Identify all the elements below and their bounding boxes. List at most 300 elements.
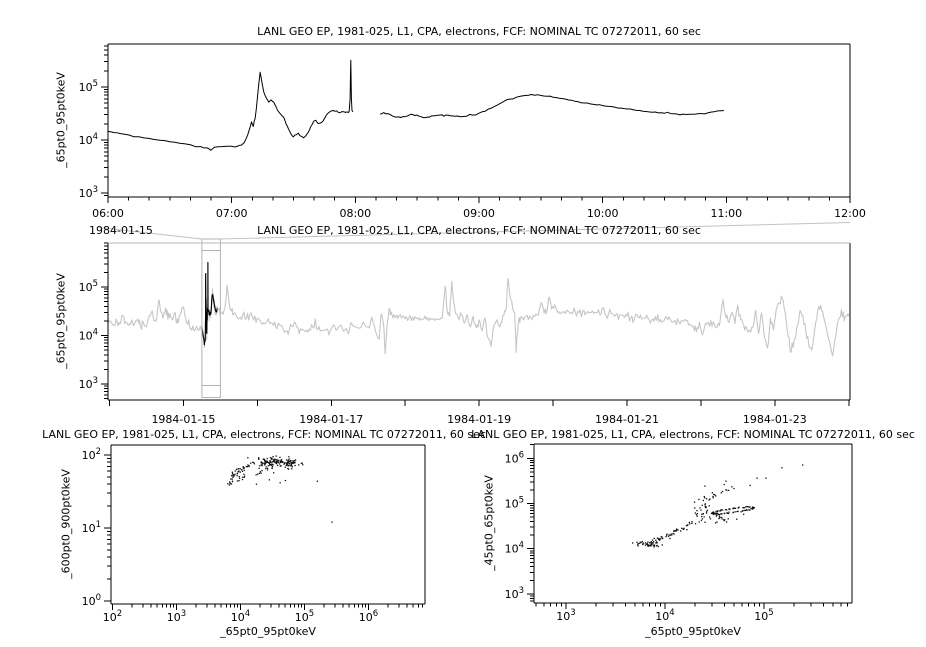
data-point <box>687 524 688 525</box>
data-point <box>243 466 244 467</box>
data-point <box>272 468 273 469</box>
data-point <box>668 536 669 537</box>
data-point <box>649 542 650 543</box>
data-point <box>704 516 705 517</box>
x-tick-label: $10^4$ <box>230 609 251 624</box>
data-point <box>669 538 670 539</box>
data-point <box>722 491 723 492</box>
data-point <box>247 464 248 465</box>
x-tick-label: 1984-01-15 <box>151 413 216 426</box>
data-point <box>301 463 302 464</box>
data-point <box>699 507 700 508</box>
data-point <box>713 514 714 515</box>
data-point <box>721 517 722 518</box>
data-point <box>700 509 701 510</box>
data-point <box>701 516 702 517</box>
data-point <box>250 463 251 464</box>
data-point <box>706 498 707 499</box>
data-point <box>265 463 266 464</box>
data-point <box>677 529 678 530</box>
data-point <box>711 513 712 514</box>
data-point <box>266 466 267 467</box>
data-point <box>242 471 243 472</box>
data-point <box>642 541 643 542</box>
data-point <box>227 483 228 484</box>
x-tick-label: 1984-01-17 <box>299 413 364 426</box>
data-point <box>747 506 748 507</box>
data-point <box>280 466 281 467</box>
data-point <box>652 542 653 543</box>
data-point <box>638 543 639 544</box>
data-point <box>269 460 270 461</box>
data-point <box>715 522 716 523</box>
data-point <box>756 478 757 479</box>
panel2-context-overview <box>79 243 850 426</box>
data-point <box>723 520 724 521</box>
data-point <box>278 462 279 463</box>
data-point <box>229 481 230 482</box>
data-point <box>278 460 279 461</box>
data-point <box>706 511 707 512</box>
data-point <box>292 460 293 461</box>
data-point <box>733 512 734 513</box>
y-tick-label: $10^5$ <box>78 79 98 94</box>
data-point <box>256 474 257 475</box>
data-point <box>292 466 293 467</box>
data-point <box>648 545 649 546</box>
data-point <box>662 544 663 545</box>
data-point <box>705 503 706 504</box>
data-point <box>732 508 733 509</box>
data-point <box>295 459 296 460</box>
panel2-title: LANL GEO EP, 1981-025, L1, CPA, electrons, FCF: NOMINAL TC 07272011, 60 sec <box>257 224 701 237</box>
data-point <box>263 459 264 460</box>
data-point <box>288 456 289 457</box>
data-point <box>670 535 671 536</box>
x-tick-label: 08:00 <box>339 207 372 220</box>
data-point <box>275 462 276 463</box>
x-tick-label: 1984-01-19 <box>447 413 512 426</box>
data-point <box>242 479 243 480</box>
data-point <box>650 542 651 543</box>
panel1-plot-area[interactable] <box>108 44 850 197</box>
data-point <box>271 458 272 459</box>
data-point <box>294 462 295 463</box>
x-tick-label: $10^6$ <box>358 609 379 624</box>
x-tick-label: 07:00 <box>215 207 248 220</box>
data-point <box>668 534 669 535</box>
data-point <box>725 509 726 510</box>
data-point <box>639 543 640 544</box>
data-point <box>713 497 714 498</box>
data-point <box>244 476 245 477</box>
data-point <box>683 529 684 530</box>
data-point <box>706 512 707 513</box>
data-point <box>254 463 255 464</box>
data-point <box>656 545 657 546</box>
data-point <box>666 534 667 535</box>
data-point <box>261 464 262 465</box>
data-point <box>256 484 257 485</box>
data-point <box>720 510 721 511</box>
data-point <box>709 499 710 500</box>
data-point <box>235 470 236 471</box>
data-point <box>721 492 722 493</box>
data-point <box>689 523 690 524</box>
data-point <box>290 465 291 466</box>
data-point <box>269 465 270 466</box>
data-point <box>238 470 239 471</box>
data-point <box>721 518 722 519</box>
data-point <box>702 518 703 519</box>
y-tick-label: $10^0$ <box>81 593 101 608</box>
data-point <box>781 467 782 468</box>
data-point <box>260 473 261 474</box>
data-point <box>272 461 273 462</box>
data-point <box>246 466 247 467</box>
x-tick-label: 1984-01-21 <box>595 413 659 426</box>
panel3-y-axis-label: _600pt0_900pt0keV <box>59 469 73 579</box>
data-point <box>645 542 646 543</box>
data-point <box>237 473 238 474</box>
data-point <box>276 455 277 456</box>
panel1-start-date-label: 1984-01-15 <box>89 224 153 237</box>
data-point <box>262 462 263 463</box>
data-point <box>632 542 633 543</box>
data-point <box>238 480 239 481</box>
y-ticks <box>527 445 534 601</box>
data-point <box>291 465 292 466</box>
data-point <box>653 541 654 542</box>
data-point <box>661 536 662 537</box>
y-tick-label: $10^3$ <box>504 585 524 601</box>
data-point <box>802 464 803 465</box>
data-point <box>285 480 286 481</box>
data-point <box>714 494 715 495</box>
data-point <box>263 463 264 464</box>
data-point <box>231 483 232 484</box>
data-point <box>734 511 735 512</box>
data-point <box>721 513 722 514</box>
y-tick-label: $10^2$ <box>81 447 101 462</box>
x-tick-label: $10^3$ <box>166 609 187 624</box>
data-point <box>733 488 734 489</box>
y-tick-label: $10^1$ <box>81 520 101 535</box>
data-point <box>269 463 270 464</box>
data-point <box>302 464 303 465</box>
panel1-title: LANL GEO EP, 1981-025, L1, CPA, electrons, FCF: NOMINAL TC 07272011, 60 sec <box>257 25 701 38</box>
data-point <box>279 457 280 458</box>
data-point <box>728 490 729 491</box>
data-point <box>317 481 318 482</box>
x-tick-label: $10^5$ <box>294 609 315 624</box>
data-point <box>716 516 717 517</box>
data-point <box>672 533 673 534</box>
x-tick-label: 09:00 <box>463 207 495 220</box>
data-point <box>232 481 233 482</box>
data-point <box>252 462 253 463</box>
data-point <box>657 542 658 543</box>
data-point <box>744 507 745 508</box>
data-point <box>712 492 713 493</box>
data-point <box>718 514 719 515</box>
panel4-scatter-plot-area[interactable] <box>534 444 852 603</box>
data-point <box>236 469 237 470</box>
data-point <box>289 463 290 464</box>
data-point <box>728 513 729 514</box>
panel2-y-axis-label: _65pt0_95pt0keV <box>54 273 68 369</box>
y-tick-label: $10^4$ <box>504 540 524 556</box>
data-point <box>742 511 743 512</box>
data-point <box>686 525 687 526</box>
data-point <box>728 508 729 509</box>
data-point <box>279 463 280 464</box>
data-point <box>293 462 294 463</box>
data-point <box>281 461 282 462</box>
data-point <box>232 472 233 473</box>
y-ticks <box>101 243 108 398</box>
data-point <box>699 521 700 522</box>
y-ticks <box>104 455 111 601</box>
data-point <box>288 469 289 470</box>
x-tick-label: 06:00 <box>92 207 124 220</box>
data-point <box>277 459 278 460</box>
x-tick-label: 11:00 <box>710 207 743 220</box>
data-point <box>743 514 744 515</box>
data-point <box>238 468 239 469</box>
data-point <box>247 457 248 458</box>
data-point <box>240 472 241 473</box>
data-point <box>261 470 262 471</box>
data-point <box>703 500 704 501</box>
data-point <box>265 468 266 469</box>
data-point <box>273 472 274 473</box>
x-tick-label: 1984-01-23 <box>742 413 807 426</box>
data-point <box>229 484 230 485</box>
panel1-timeseries-zoom <box>79 44 866 220</box>
x-tick-label: 12:00 <box>834 207 866 220</box>
data-point <box>660 538 661 539</box>
y-tick-label: $10^3$ <box>78 185 98 200</box>
data-point <box>701 514 702 515</box>
data-point <box>706 506 707 507</box>
panel4-title: LANL GEO EP, 1981-025, L1, CPA, electrons, FCF: NOMINAL TC 07272011, 60 sec <box>471 428 915 441</box>
data-point <box>290 460 291 461</box>
data-point <box>259 465 260 466</box>
data-point <box>716 521 717 522</box>
x-ticks <box>108 197 850 203</box>
panel4-x-axis-label: _65pt0_95pt0keV <box>645 625 741 638</box>
data-point <box>743 507 744 508</box>
data-point <box>273 460 274 461</box>
data-point <box>726 512 727 513</box>
data-point <box>266 460 267 461</box>
panel4-scatter <box>505 444 852 623</box>
data-point <box>295 465 296 466</box>
y-tick-label: $10^4$ <box>78 132 98 147</box>
data-point <box>236 475 237 476</box>
panel3-title: LANL GEO EP, 1981-025, L1, CPA, electrons, FCF: NOMINAL TC 07272011, 60 sec <box>42 428 486 441</box>
data-point <box>728 518 729 519</box>
data-point <box>722 509 723 510</box>
data-point <box>258 468 259 469</box>
data-point <box>291 464 292 465</box>
y-ticks <box>101 46 108 196</box>
data-point <box>267 468 268 469</box>
data-point <box>292 462 293 463</box>
data-point <box>289 458 290 459</box>
data-point <box>289 465 290 466</box>
data-point <box>745 506 746 507</box>
x-tick-label: 10:00 <box>586 207 619 220</box>
data-point <box>298 464 299 465</box>
data-point <box>284 463 285 464</box>
data-point <box>653 546 654 547</box>
data-point <box>703 513 704 514</box>
x-ticks <box>110 400 849 406</box>
data-point <box>704 497 705 498</box>
data-point <box>659 538 660 539</box>
data-point <box>288 460 289 461</box>
data-point <box>689 522 690 523</box>
data-point <box>765 478 766 479</box>
data-point <box>748 506 749 507</box>
data-point <box>673 531 674 532</box>
data-point <box>752 508 753 509</box>
data-point <box>731 486 732 487</box>
data-point <box>650 545 651 546</box>
data-point <box>737 511 738 512</box>
data-point <box>636 542 637 543</box>
data-point <box>234 474 235 475</box>
data-point <box>676 529 677 530</box>
data-point <box>691 523 692 524</box>
data-point <box>262 465 263 466</box>
data-point <box>257 474 258 475</box>
data-point <box>637 544 638 545</box>
data-point <box>671 533 672 534</box>
data-point <box>749 506 750 507</box>
data-point <box>719 516 720 517</box>
data-point <box>249 465 250 466</box>
data-point <box>268 465 269 466</box>
data-point <box>241 469 242 470</box>
data-point <box>655 540 656 541</box>
x-tick-label: $10^5$ <box>754 608 774 623</box>
data-point <box>724 484 725 485</box>
data-point <box>244 470 245 471</box>
data-point <box>331 522 332 523</box>
data-point <box>237 480 238 481</box>
data-point <box>232 477 233 478</box>
x-tick-label: $10^3$ <box>556 608 576 623</box>
data-point <box>695 512 696 513</box>
data-point <box>642 543 643 544</box>
data-point <box>261 461 262 462</box>
x-tick-label: $10^4$ <box>655 608 675 623</box>
data-point <box>697 516 698 517</box>
data-point <box>726 521 727 522</box>
data-point <box>653 545 654 546</box>
data-point <box>738 507 739 508</box>
data-point <box>277 465 278 466</box>
data-point <box>686 529 687 530</box>
data-point <box>694 502 695 503</box>
y-tick-label: $10^6$ <box>504 450 524 466</box>
data-point <box>287 463 288 464</box>
data-point <box>746 510 747 511</box>
data-point <box>271 464 272 465</box>
data-point <box>647 541 648 542</box>
data-point <box>280 482 281 483</box>
data-point <box>719 510 720 511</box>
data-point <box>696 510 697 511</box>
data-point <box>704 486 705 487</box>
data-point <box>728 512 729 513</box>
data-point <box>691 521 692 522</box>
data-point <box>233 475 234 476</box>
data-point <box>267 458 268 459</box>
data-point <box>267 469 268 470</box>
data-point <box>709 505 710 506</box>
data-point <box>716 513 717 514</box>
data-point <box>750 485 751 486</box>
data-point <box>748 509 749 510</box>
data-point <box>694 507 695 508</box>
data-point <box>270 457 271 458</box>
data-point <box>696 514 697 515</box>
data-point <box>291 468 292 469</box>
data-point <box>290 462 291 463</box>
data-point <box>273 456 274 457</box>
data-point <box>652 540 653 541</box>
data-point <box>680 530 681 531</box>
data-point <box>704 522 705 523</box>
y-tick-label: $10^3$ <box>78 376 98 391</box>
y-tick-label: $10^5$ <box>78 279 98 294</box>
data-point <box>260 471 261 472</box>
data-point <box>724 513 725 514</box>
panel3-x-axis-label: _65pt0_95pt0keV <box>220 625 316 638</box>
data-point <box>701 520 702 521</box>
data-point <box>750 508 751 509</box>
data-point <box>710 518 711 519</box>
x-tick-label: $10^2$ <box>102 609 123 624</box>
data-point <box>695 523 696 524</box>
panel4-y-axis-label: _45pt0_65pt0keV <box>482 475 496 571</box>
data-point <box>715 511 716 512</box>
data-point <box>736 519 737 520</box>
data-point <box>740 511 741 512</box>
x-ticks <box>536 603 848 609</box>
data-point <box>655 542 656 543</box>
data-point <box>232 473 233 474</box>
data-point <box>702 505 703 506</box>
data-point <box>269 479 270 480</box>
data-point <box>707 510 708 511</box>
data-point <box>240 468 241 469</box>
data-point <box>232 479 233 480</box>
data-point <box>231 475 232 476</box>
data-point <box>285 467 286 468</box>
data-point <box>698 499 699 500</box>
data-point <box>709 516 710 517</box>
data-point <box>242 477 243 478</box>
panel1-y-axis-label: _65pt0_95pt0keV <box>54 72 68 168</box>
data-point <box>665 536 666 537</box>
data-point <box>651 541 652 542</box>
data-point <box>243 474 244 475</box>
